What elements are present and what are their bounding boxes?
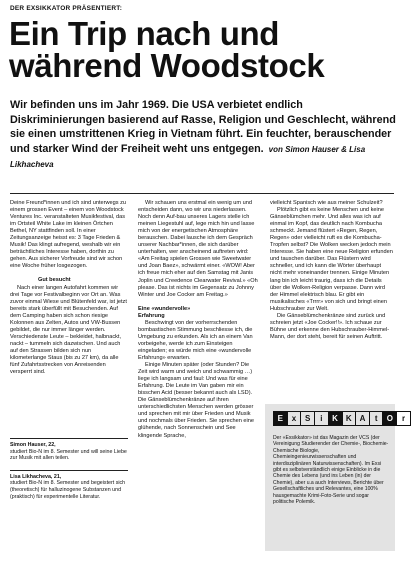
column-3-paragraph-1: vielleicht Spanisch wie aus meiner Schulzeit? [270,200,383,206]
bio-divider [10,438,128,439]
column-1 [10,200,128,376]
kicker: DER EXSIKKATOR PRÄSENTIERT: [10,5,123,12]
column-3 [270,200,394,341]
author-name-simon: Simon Hauser, 22, [10,442,56,448]
exsikkator-info-box [265,404,406,551]
logo-letter: r [396,411,411,426]
column-3-paragraph-2: Plötzlich gibt es keine Menschen und keine Gänseblümchen mehr. Und alles was ich auf einmal im Kopf, das deutlich nach Kombucha schmeckt. Jemand flüstert «Regen, Regen, Regen» oder vielleicht ruft es die Kombucha-Tropfen selbst? Die Wolken wecken jedoch mein Interesse. Sie haben eine neue Religion erfunden und tauschen darüber. Das Flüstern wird schneller, und ich kann die Wörter überhaupt nicht mehr voneinander trennen. Einige Minuten lang bin ich leicht traurig, dass ich die Details über die Wolken-Religion verpasse. Dann wird der Himmel elektrisch blau. Er gibt ein musikalisches «Trrrr» von sich und bringt einen Hubschrauber zur Welt. [270,207,393,312]
lead-text: Wir befinden uns im Jahr 1969. Die USA verbietet endlich Diskriminierungen basierend auf Rasse, Religion und Geschlecht, während sie einen umstrittenen Krieg in Vietnam führt. Ein feuchter, berauschender und starker Wind der Freiheit weht uns entgegen. [10,99,396,155]
section-heading-gut-besucht: Gut besucht [38,277,71,284]
logo-letter: K [328,411,343,426]
author-text-simon: studiert Bio-N im 8. Semester und will seine Liebe zur Musik mit allen teilen. [10,448,127,462]
exsikkator-logo [273,411,410,426]
author-bio-lisa [10,470,128,500]
author-bio-simon [10,438,128,462]
column-1-paragraph-1: Deine Freund*innen und ich sind unterwegs zu einem grossen Event – einem von Woodstock Ventures Inc. veranstalteten Musikfestival, das im Ortsteil White Lake im kleinen Örtchen Bethel, NY stattfinden soll. In einer Zeitungsanzeige heisst es: 3 Tage Frieden & Musik! Das klingt aufregend, weshalb wir ein beträchtliches Interesse haben, dorthin zu gehen. Aus sicherer Vorfreude sind wir schon eine Woche früher losgezogen. [10,200,126,270]
logo-letter: A [355,411,370,426]
column-2-paragraph-1: Wir schauen uns erstmal ein wenig um und entscheiden dann, wo wir uns niederlassen. Noch denn Auf-bau unseres Lagers stelle ich meinen Liegestuhl auf, lege mich hin und lasse mich von der energetischen Atmosphäre berauschen. Dabei lausche ich dem Gespräch unserer Nachbar*innen, die sich darüber unterhalten, wer anscheinend auftreten wird: «Am Freitag spielen Grossen wie Sweetwater und Joan Baez», schwärmt einer. «WOW! Aber ich freue mich eher auf den Samstag mit Janis Joplin und Creedence Clearwater Revival.» «Oh please. Das ist nichts im Gegensatz zu Johnny Winter und Joe Cocker am Freitag.» [138,200,258,298]
logo-letter: E [273,411,288,426]
column-2-paragraph-2: Beschwingt von der vorherrschenden bombastischen Stimmung beschliesse ich, die Umgebung zu erkunden. Als ich an einem Van vorbeigehe, werde ich zum Einsteigen eingeladen; es würde mich eine «wundervolle Erfahrung» erwarten. [138,319,253,361]
lead-authors: von Simon Hauser & Lisa Likhacheva [10,144,366,170]
column-2-paragraph-3: Einige Minuten später (oder Stunden? Die Zeit wird warm und weich und schwammig …) liege ich langsam und faul: Und was für eine Erfahrung. Die Leute im Van gaben mir ein bisschen Acid (besser bekannt auch als LSD). Die Gänseblümchenkränze auf ihren unterschiedlichsten Menschen werden grösser und sprechen mit mir über Frieden und Musik und nochmals über Frieden. Sie sprechen eine glühende, nach Sonnenschein und See klingende Sprache, [138,362,254,439]
logo-letter: S [300,411,315,426]
column-2 [138,200,258,440]
title-line-1: Ein Trip nach und [9,15,280,52]
logo-letter: t [369,411,384,426]
lead-divider [10,193,394,194]
section-heading-erfahrung-line-2: Erfahrung [138,312,165,319]
column-1-paragraph-2: Nach einer langen Autofahrt kommen wir drei Tage vor Festivalbeginn vor Ort an. Was zuvor einmal Wiese und Blütenfeld war, ist jetzt bereits stark überfüllt mit Besuchenden. Auf dem Camping haben sich schon riesige Kolonnen aus Zelten, Autos und VW-Bussen gebildet, die nur immer länger werden. Verschiedenste Leute – bekleidet, halbnackt, nackt – tummeln sich dazwischen. Und auch auf den Strassen bilden sich nun kilometerlange Staus (bis zu 27 km), da alle fünf Zufahrtsstrecken von Anreisenden versperrt sind. [10,284,127,376]
bio-divider [10,470,128,471]
info-box-text: Der «Exsikkator» ist das Magazin der VCS (der Vereinigung Studierender der Chemie-, Biochemie- Chemische Biologie, Chemieingenieurwissenschaften und interdisziplinären Naturwissenschaften). Im Exsi gibt es selbstverständlich einige Einblicke in die Chemie des Lebens (und ins Leben (in) der Chemie), aber u.a auch Interviews, Berichte über Gesellschaftliches und Relevantes, eine 100% hausgemachte Krimi-Foto-Serie und sogar politische Polemik. [273,435,389,506]
logo-letter: i [314,411,329,426]
column-3-paragraph-3: Die Gänseblümchenkränze sind zurück und schreien jetzt «Joe Cocker!!». Ich schaue zur Bühne und erkenne den Hubschrauber-Himmel-Mann, der dort steht, bereit für seinen Auftritt. [270,312,390,340]
lead-paragraph [10,98,398,173]
logo-letter: K [342,411,357,426]
logo-letter: O [383,411,398,426]
author-name-lisa: Lisa Likhacheva, 21, [10,473,62,480]
title-line-2: während Woodstock [9,47,325,84]
author-text-lisa: studiert Bio-N im 8. Semester und begeistert sich (theoretisch) für halluzinogene Substanzen und (praktisch) für experimentelle Literatur. [10,480,126,500]
author-bios [10,438,128,508]
article-title [9,15,399,84]
logo-letter: x [287,411,302,426]
section-heading-erfahrung-line-1: Eine «wundervolle» [138,305,191,312]
